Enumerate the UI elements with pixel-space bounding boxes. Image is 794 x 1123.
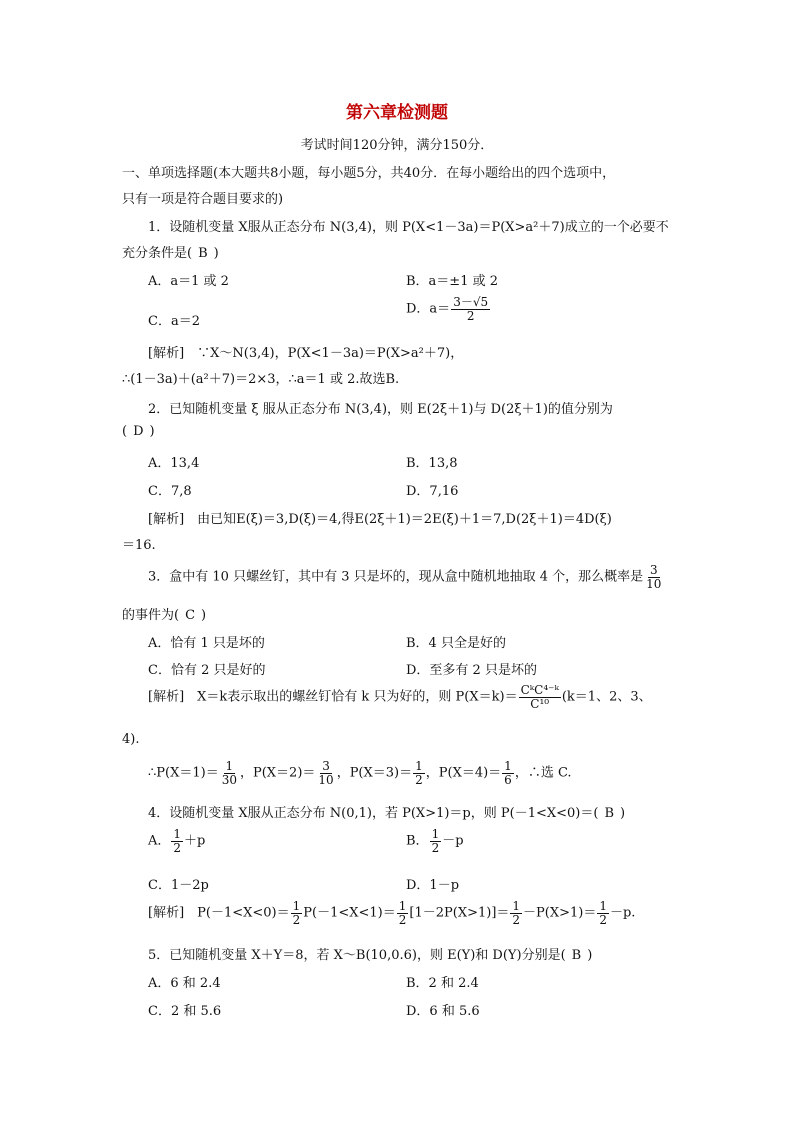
fraction-numerator: 1	[599, 899, 607, 913]
q5-stem-suffix: )	[587, 948, 593, 963]
exam-info: 考试时间120分钟，满分150分．	[300, 138, 494, 153]
q1-solution-line2: ∴(1－3a)＋(a²＋7)＝2×3，∴a＝1 或 2.故选B.	[122, 372, 400, 387]
fraction-numerator: 3－√5	[453, 295, 489, 309]
q2-solution-line1: [解析] 由已知E(ξ)＝3,D(ξ)＝4,得E(2ξ＋1)＝2E(ξ)＋1＝7,D(2ξ＋1)＝4D(ξ)	[148, 512, 612, 527]
q2-stem-line2	[122, 424, 155, 439]
fraction-denominator: 2	[292, 912, 301, 927]
q3-solution-text: [解析] X＝k表示取出的螺丝钉恰有 k 只为好的，则 P(X＝k)＝	[148, 689, 518, 705]
q4-option-b-text: －p	[442, 833, 464, 849]
q3-solution-line3	[148, 760, 572, 786]
fraction-numerator: 1	[504, 759, 512, 773]
q3-solution-text-b: ，P(X＝2)＝	[239, 765, 316, 781]
q5-stem-line1	[148, 944, 592, 963]
fraction-denominator: 2	[398, 912, 407, 927]
fraction-numerator: 1	[225, 759, 234, 773]
q3-solution-fraction-1	[220, 760, 239, 786]
fraction-denominator: 2	[512, 912, 521, 927]
q4-solution-text-b: P(－1<X<1)＝	[303, 905, 396, 921]
q2-option-c: C．7,8	[148, 484, 192, 499]
q1-stem-prefix: 充分条件是(	[122, 246, 193, 261]
q3-solution-fraction-3	[413, 760, 425, 786]
q3-solution-text-c: ，P(X＝3)＝	[336, 765, 413, 781]
fraction-numerator: 1	[512, 899, 521, 913]
q3-stem-prefix: 的事件为(	[122, 608, 180, 623]
q5-stem-prefix: 5．已知随机变量 X＋Y＝8，若 X～B(10,0.6)，则 E(Y)和 D(Y)分别是(	[148, 948, 566, 963]
fraction-numerator: 1	[173, 827, 182, 841]
q4-option-a	[148, 828, 205, 854]
q4-solution-text-e: －p.	[609, 905, 636, 921]
q1-option-d-fraction	[451, 296, 490, 322]
q1-option-b: B．a＝±1 或 2	[406, 274, 499, 289]
fraction-denominator: 6	[504, 772, 512, 787]
q4-option-c: C．1－2p	[148, 878, 209, 893]
q2-answer: D	[133, 424, 144, 439]
fraction-denominator: 2	[173, 840, 182, 855]
fraction-denominator: 2	[415, 772, 423, 787]
q3-stem-fraction	[644, 564, 663, 590]
q2-stem-suffix: )	[149, 424, 155, 439]
q2-stem-line1: 2．已知随机变量 ξ 服从正态分布 N(3,4)，则 E(2ξ＋1)与 D(2ξ＋1)的值分别为	[148, 402, 613, 417]
q4-option-a-label: A．	[148, 833, 171, 849]
q3-stem-text: 3．盒中有 10 只螺丝钉，其中有 3 只是坏的，现从盒中随机地抽取 4 个，那么概率是	[148, 569, 644, 585]
q3-option-c: C．恰有 2 只是好的	[148, 663, 266, 678]
q4-option-d: D．1－p	[406, 878, 460, 893]
q1-option-d-prefix: D．a＝	[406, 301, 451, 317]
q1-stem-line1: 1．设随机变量 X服从正态分布 N(3,4)，则 P(X<1－3a)＝P(X>a²＋7)成立的一个必要不	[148, 220, 669, 235]
q3-answer: C	[185, 608, 196, 623]
q1-stem-suffix: )	[213, 246, 219, 261]
q5-option-a: A．6 和 2.4	[148, 976, 221, 991]
q3-option-b: B．4 只全是好的	[406, 636, 506, 651]
q2-stem-prefix: (	[122, 424, 128, 439]
q5-option-d: D．6 和 5.6	[406, 1004, 480, 1019]
q3-solution-fraction-2	[316, 760, 335, 786]
q2-solution-line2: ＝16.	[122, 538, 156, 553]
q3-option-a: A．恰有 1 只是坏的	[148, 636, 265, 651]
q4-option-b-fraction	[430, 828, 442, 854]
q3-solution-text-e: ，∴选 C.	[514, 765, 572, 781]
q4-option-b-label: B．	[406, 833, 429, 849]
fraction-numerator: 1	[292, 899, 301, 913]
q1-answer: B	[198, 246, 208, 261]
fraction-numerator: 3	[322, 759, 330, 773]
q3-solution-fraction-4	[502, 760, 514, 786]
fraction-numerator: 1	[398, 899, 407, 913]
q4-stem-prefix: 4．设随机变量 X服从正态分布 N(0,1)，若 P(X>1)＝p，则 P(－1<X<0)＝(	[148, 806, 599, 821]
fraction-numerator: 1	[415, 759, 423, 773]
fraction-denominator: 2	[431, 840, 440, 855]
q3-solution-fraction	[519, 684, 561, 710]
fraction-denominator: 30	[221, 772, 237, 787]
q5-option-b: B．2 和 2.4	[406, 976, 479, 991]
q4-solution-fraction-2	[397, 900, 409, 926]
fraction-denominator: 10	[318, 772, 334, 787]
q4-solution-fraction-4	[597, 900, 609, 926]
q4-option-a-fraction	[171, 828, 183, 854]
q4-stem-suffix: )	[620, 806, 626, 821]
section-heading-line1: 一、单项选择题(本大题共8小题，每小题5分，共40分．在每小题给出的四个选项中，	[122, 166, 616, 181]
fraction-numerator: 1	[431, 827, 440, 841]
fraction-denominator: C¹⁰	[530, 696, 550, 711]
fraction-denominator: 10	[646, 576, 662, 591]
fraction-numerator: CᵏC⁴⁻ᵏ	[520, 683, 559, 697]
q1-stem-line2	[122, 242, 219, 261]
q3-solution-line1	[148, 684, 652, 710]
q4-solution	[148, 900, 635, 926]
q3-solution-text-end: (k＝1、2、3、	[561, 689, 652, 705]
section-heading-line2: 只有一项是符合题目要求的)	[122, 192, 284, 207]
q4-option-a-text: ＋p	[184, 833, 206, 849]
q4-solution-text-c: [1－2P(X>1)]＝	[409, 905, 510, 921]
q3-solution-text-a: ∴P(X＝1)＝	[148, 765, 219, 781]
q4-answer: B	[604, 806, 614, 821]
q4-option-b	[406, 828, 464, 854]
q1-solution-line1: [解析] ∵X～N(3,4)，P(X<1－3a)＝P(X>a²＋7)，	[148, 346, 464, 361]
q2-option-b: B．13,8	[406, 456, 458, 471]
q2-option-d: D．7,16	[406, 484, 459, 499]
q3-stem-line1	[148, 564, 664, 590]
q4-stem-line1	[148, 802, 625, 821]
q3-stem-suffix: )	[201, 608, 207, 623]
q5-answer: B	[571, 948, 582, 963]
q1-option-c: C．a＝2	[148, 314, 200, 329]
q4-solution-text-a: [解析] P(－1<X<0)＝	[148, 905, 290, 921]
q4-solution-text-d: －P(X>1)＝	[523, 905, 597, 921]
q2-option-a: A．13,4	[148, 456, 200, 471]
q3-solution-line2: 4).	[122, 732, 140, 747]
q4-solution-fraction-1	[291, 900, 303, 926]
q1-option-d	[406, 296, 491, 322]
q3-stem-line2	[122, 604, 206, 623]
q3-solution-text-d: ，P(X＝4)＝	[425, 765, 502, 781]
page-title: 第六章检测题	[346, 103, 448, 123]
q4-solution-fraction-3	[510, 900, 522, 926]
q5-option-c: C．2 和 5.6	[148, 1004, 222, 1019]
q3-option-d: D．至多有 2 只是坏的	[406, 663, 537, 678]
fraction-denominator: 2	[599, 912, 607, 927]
fraction-numerator: 3	[649, 563, 658, 577]
fraction-denominator: 2	[466, 308, 475, 323]
q1-option-a: A．a＝1 或 2	[148, 274, 229, 289]
